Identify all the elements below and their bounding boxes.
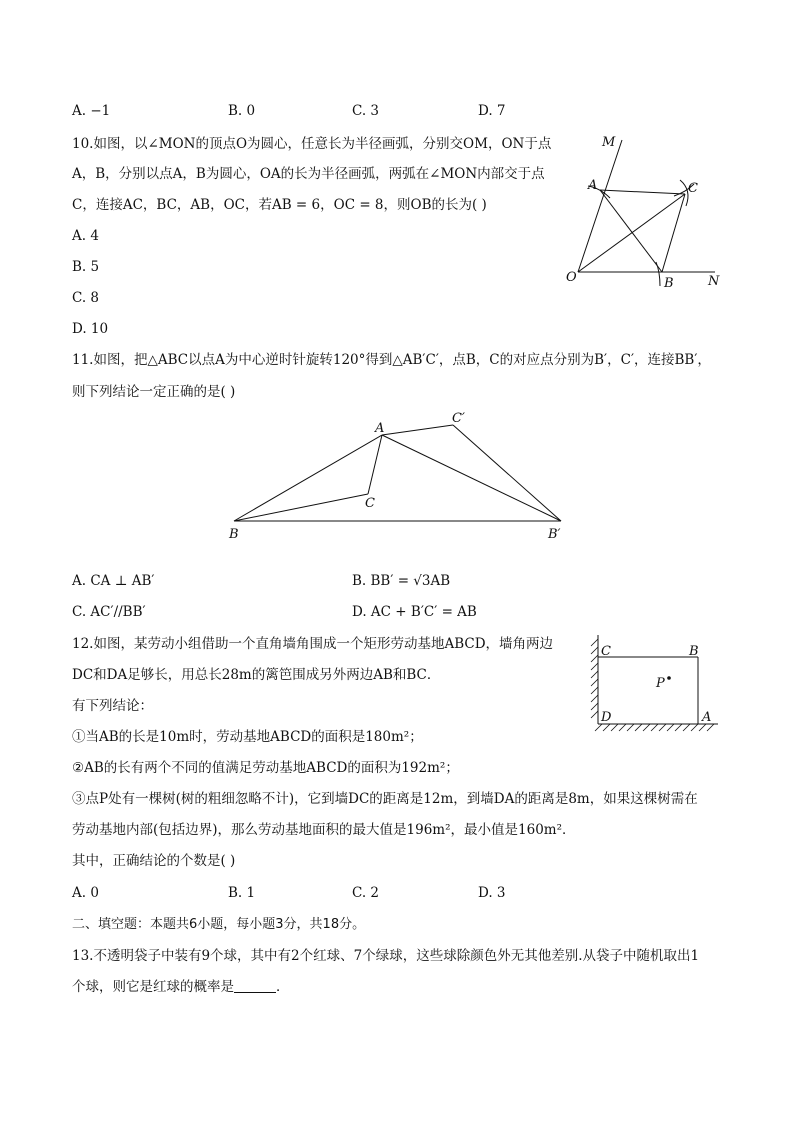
q10-label-m: M bbox=[602, 135, 616, 150]
q11-segment-ab-prime bbox=[382, 435, 561, 521]
q13-text-line2: 个球，则它是红球的概率是 bbox=[72, 979, 234, 995]
q12-statement-3b: 劳动基地内部(包括边界)，那么劳动基地面积的最大值是196m²，最小值是160m²． bbox=[72, 822, 576, 838]
q11-option-b: B. BB′ = √3AB bbox=[352, 573, 451, 589]
q12-option-b: B. 1 bbox=[228, 885, 256, 901]
q11-text-line2: 则下列结论一定正确的是( ) bbox=[72, 384, 236, 400]
q13-answer-blank[interactable] bbox=[234, 978, 276, 993]
q10-option-c: C. 8 bbox=[72, 290, 100, 306]
q11-figure bbox=[225, 408, 575, 540]
q10-label-b: B bbox=[664, 276, 674, 291]
q12-label-c: C bbox=[601, 644, 611, 659]
q11-segment-ab bbox=[234, 435, 382, 521]
q11-text-line1: 11.如图，把△ABC以点A为中心逆时针旋转120°得到△AB′C′，点B，C的对应点分别为B′，C′，连接BB′， bbox=[72, 352, 711, 368]
q10-option-a: A. 4 bbox=[72, 228, 99, 244]
q12-text-line3: 有下列结论： bbox=[72, 698, 153, 714]
q12-label-a: A bbox=[702, 710, 712, 725]
q11-segment-ac-prime bbox=[382, 425, 453, 435]
q13-text-line2-wrap bbox=[72, 977, 290, 997]
q12-statement-1: ①当AB的长是10m时，劳动基地ABCD的面积是180m²； bbox=[72, 729, 423, 745]
q9-option-a: A. −1 bbox=[72, 103, 111, 119]
q12-label-d: D bbox=[601, 710, 612, 725]
q11-segment-ac bbox=[368, 435, 382, 494]
q9-option-d: D. 7 bbox=[478, 103, 506, 119]
q10-label-c: C bbox=[688, 181, 698, 196]
q11-segment-b-prime-c-prime bbox=[453, 425, 561, 521]
q10-label-n: N bbox=[708, 274, 720, 289]
q12-statement-2: ②AB的长有两个不同的值满足劳动基地ABCD的面积为192m²； bbox=[72, 760, 459, 776]
q10-option-b: B. 5 bbox=[72, 259, 100, 275]
q11-label-c: C bbox=[365, 496, 375, 511]
q10-segment-oc bbox=[578, 194, 685, 272]
q10-text-line2: A，B，分别以点A，B为圆心，OA的长为半径画弧，两弧在∠MON内部交于点 bbox=[72, 166, 545, 182]
q12-figure bbox=[588, 635, 723, 735]
q10-text-line1: 10.如图，以∠MON的顶点O为圆心，任意长为半径画弧，分别交OM，ON于点 bbox=[72, 136, 552, 152]
q12-option-d: D. 3 bbox=[478, 885, 506, 901]
q11-label-c-prime: C′ bbox=[452, 411, 465, 426]
q10-option-d: D. 10 bbox=[72, 321, 109, 337]
q10-label-a: A bbox=[588, 178, 598, 193]
q12-text-line2: DC和DA足够长，用总长28m的篱笆围成另外两边AB和BC． bbox=[72, 667, 441, 683]
q11-segment-bc bbox=[234, 494, 368, 521]
q11-option-d: D. AC + B′C′ = AB bbox=[352, 604, 477, 620]
q13-text-tail: ． bbox=[276, 979, 290, 995]
q9-option-b: B. 0 bbox=[228, 103, 256, 119]
q11-option-c: C. AC′//BB′ bbox=[72, 604, 146, 620]
q10-label-o: O bbox=[566, 270, 577, 285]
q13-text-line1: 13.不透明袋子中装有9个球，其中有2个红球、7个绿球，这些球除颜色外无其他差别.从袋子中随机取出1 bbox=[72, 948, 700, 964]
q10-text-line3: C，连接AC，BC，AB，OC，若AB = 6，OC = 8，则OB的长为( ) bbox=[72, 197, 487, 213]
q12-question: 其中，正确结论的个数是( ) bbox=[72, 853, 236, 869]
q10-segment-bc bbox=[662, 194, 685, 272]
q12-wall-bottom-hatching bbox=[595, 724, 714, 731]
q12-tree-point bbox=[667, 676, 671, 680]
q12-statement-3a: ③点P处有一棵树(树的粗细忽略不计)，它到墙DC的距离是12m，到墙DA的距离是8m，如果这棵树需在 bbox=[72, 791, 698, 807]
q10-segment-ac bbox=[600, 190, 685, 194]
q11-option-a: A. CA ⊥ AB′ bbox=[72, 573, 155, 589]
q11-label-b: B bbox=[229, 527, 239, 542]
q11-label-a: A bbox=[375, 421, 385, 436]
q12-option-a: A. 0 bbox=[72, 885, 99, 901]
q12-text-line1: 12.如图，某劳动小组借助一个直角墙角围成一个矩形劳动基地ABCD，墙角两边 bbox=[72, 636, 554, 652]
q10-figure bbox=[560, 130, 730, 300]
q12-wall-left-hatching bbox=[591, 639, 598, 718]
q12-label-b: B bbox=[689, 644, 699, 659]
q12-label-p: P bbox=[656, 676, 665, 691]
q9-option-c: C. 3 bbox=[352, 103, 380, 119]
q10-segment-ab bbox=[600, 190, 662, 272]
section-2-title: 二、填空题：本题共6小题，每小题3分，共18分。 bbox=[72, 917, 366, 932]
q10-ray-om bbox=[578, 140, 622, 272]
q11-label-b-prime: B′ bbox=[548, 527, 561, 542]
q12-option-c: C. 2 bbox=[352, 885, 380, 901]
